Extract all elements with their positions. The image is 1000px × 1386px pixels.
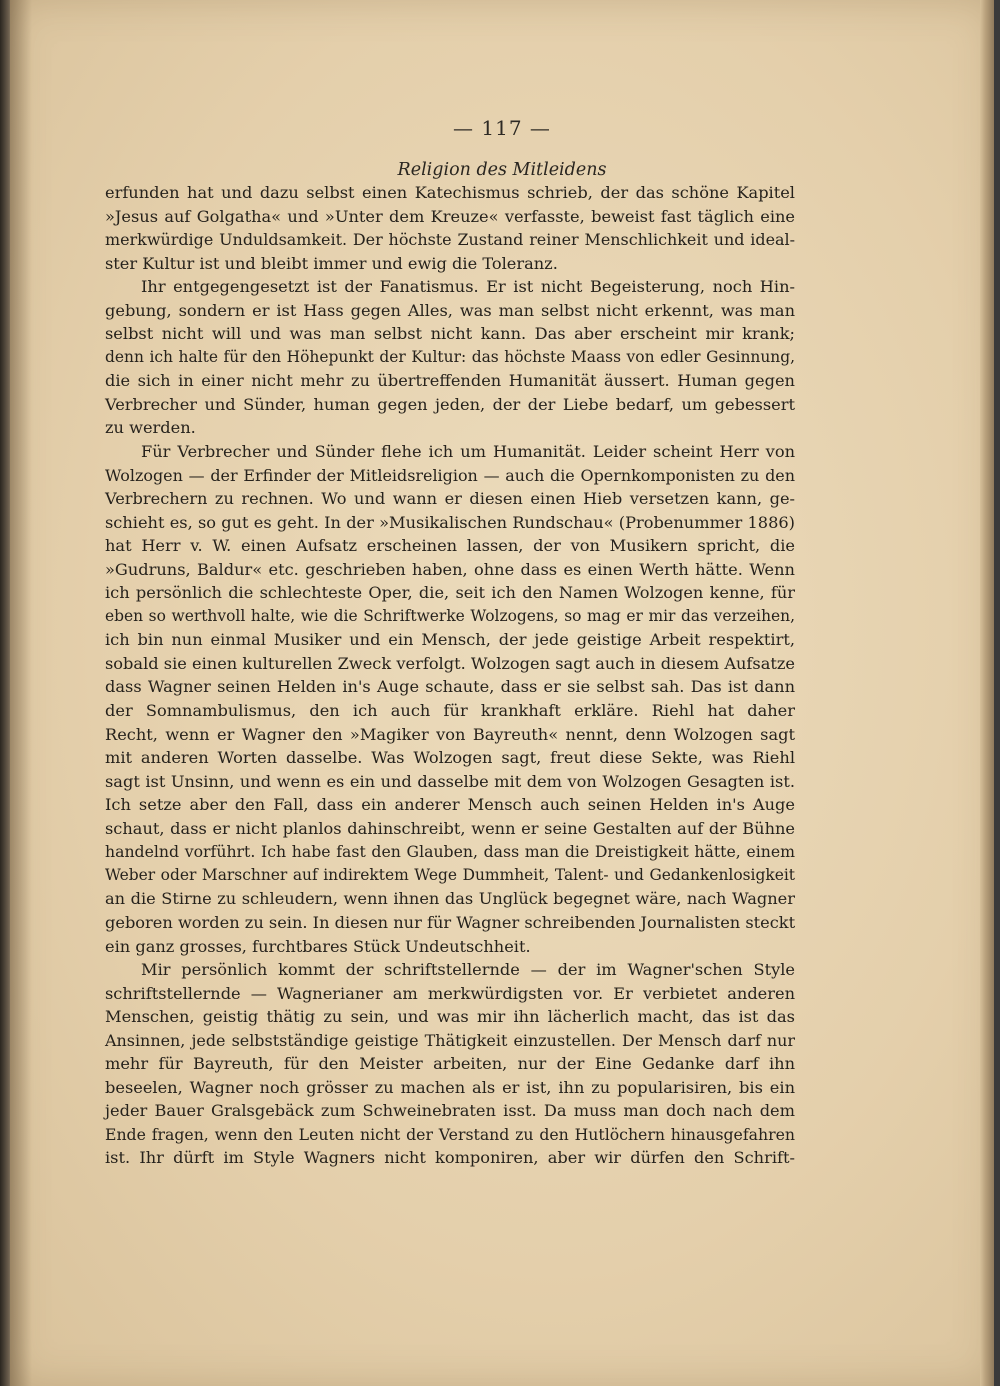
text-line: selbst nicht will und was man selbst nicht kann. Das aber erscheint mir krank;: [105, 324, 795, 344]
text-line: Ende fragen, wenn den Leuten nicht der Verstand zu den Hutlöchern hinausgefahren: [105, 1124, 795, 1144]
text-line: ster Kultur ist und bleibt immer und ewig die Toleranz.: [105, 253, 558, 273]
text-line: mit anderen Worten dasselbe. Was Wolzogen sagt, freut diese Sekte, was Riehl: [105, 748, 795, 768]
text-line: Weber oder Marschner auf indirektem Wege Dummheit, Talent- und Gedankenlosigkeit: [105, 865, 795, 884]
text-line: Verbrecher und Sünder, human gegen jeden, der der Liebe bedarf, um gebessert: [105, 394, 795, 414]
text-line: ist. Ihr dürft im Style Wagners nicht komponiren, aber wir dürfen den Schrift-: [105, 1148, 795, 1168]
text-line: Für Verbrecher und Sünder flehe ich um Humanität. Leider scheint Herr von: [141, 442, 795, 462]
running-head: Religion des Mitleidens: [397, 160, 607, 180]
text-line: handelnd vorführt. Ich habe fast den Glauben, dass man die Dreistigkeit hätte, einem: [105, 842, 795, 862]
text-line: hat Herr v. W. einen Aufsatz erscheinen lassen, der von Musikern spricht, die: [105, 536, 795, 556]
text-line: an die Stirne zu schleudern, wenn ihnen das Unglück begegnet wäre, nach Wagner: [105, 889, 795, 909]
text-line: jeder Bauer Gralsgebäck zum Schweinebraten isst. Da muss man doch nach dem: [105, 1101, 795, 1121]
text-line: zu werden.: [105, 418, 196, 438]
text-line: mehr für Bayreuth, für den Meister arbeiten, nur der Eine Gedanke darf ihn: [105, 1054, 795, 1074]
text-line: Mir persönlich kommt der schriftstellernde — der im Wagner'schen Style: [141, 960, 795, 980]
text-line: ich persönlich die schlechteste Oper, die, seit ich den Namen Wolzogen kenne, für: [105, 583, 795, 603]
page-number: — 117 —: [453, 116, 551, 140]
book-page: [10, 0, 994, 1386]
text-line: Verbrechern zu rechnen. Wo und wann er diesen einen Hieb versetzen kann, ge-: [105, 489, 795, 509]
text-line: Ich setze aber den Fall, dass ein anderer Mensch auch seinen Helden in's Auge: [105, 795, 795, 815]
text-line: erfunden hat und dazu selbst einen Katechismus schrieb, der das schöne Kapitel: [105, 183, 795, 202]
text-line: Wolzogen — der Erfinder der Mitleidsreligion — auch die Opernkomponisten zu den: [105, 465, 795, 485]
text-line: denn ich halte für den Höhepunkt der Kultur: das höchste Maass von edler Gesinnung,: [105, 347, 795, 366]
text-line: geboren worden zu sein. In diesen nur für Wagner schreibenden Journalisten steckt: [105, 912, 796, 932]
text-line: schaut, dass er nicht planlos dahinschreibt, wenn er seine Gestalten auf der Bühne: [105, 818, 795, 838]
text-line: der Somnambulismus, den ich auch für krankhaft erkläre. Riehl hat daher: [105, 701, 795, 721]
text-line: »Jesus auf Golgatha« und »Unter dem Kreuze« verfasste, beweist fast täglich eine: [105, 206, 795, 226]
text-line: Menschen, geistig thätig zu sein, und was mir ihn lächerlich macht, das ist das: [105, 1007, 795, 1027]
text-line: eben so werthvoll halte, wie die Schriftwerke Wolzogens, so mag er mir das verzeihen,: [105, 606, 795, 625]
text-line: ein ganz grosses, furchtbares Stück Undeutschheit.: [105, 936, 531, 956]
page-gutter-shadow: [10, 0, 32, 1386]
text-line: dass Wagner seinen Helden in's Auge schaute, dass er sie selbst sah. Das ist dann: [105, 677, 795, 697]
body-text: [105, 181, 795, 1170]
text-line: sagt ist Unsinn, und wenn es ein und dasselbe mit dem von Wolzogen Gesagten ist.: [105, 771, 795, 791]
text-line: Ihr entgegengesetzt ist der Fanatismus. Er ist nicht Begeisterung, noch Hin-: [141, 277, 795, 297]
text-line: schieht es, so gut es geht. In der »Musikalischen Rundschau« (Probenummer 1886): [105, 512, 795, 532]
text-line: Ansinnen, jede selbstständige geistige Thätigkeit einzustellen. Der Mensch darf nur: [105, 1030, 795, 1050]
text-line: ich bin nun einmal Musiker und ein Mensch, der jede geistige Arbeit respektirt,: [105, 630, 795, 650]
text-line: schriftstellernde — Wagnerianer am merkwürdigsten vor. Er verbietet anderen: [105, 983, 795, 1003]
text-line: die sich in einer nicht mehr zu übertreffenden Humanität äussert. Human gegen: [105, 371, 795, 391]
page-edge: [980, 0, 994, 1386]
text-line: gebung, sondern er ist Hass gegen Alles, was man selbst nicht erkennt, was man: [105, 300, 795, 320]
text-line: sobald sie einen kulturellen Zweck verfolgt. Wolzogen sagt auch in diesem Aufsatze: [105, 653, 795, 673]
text-line: merkwürdige Unduldsamkeit. Der höchste Zustand reiner Menschlichkeit und ideal-: [105, 230, 795, 250]
text-line: beseelen, Wagner noch grösser zu machen als er ist, ihn zu popularisiren, bis ein: [105, 1077, 795, 1097]
text-line: »Gudruns, Baldur« etc. geschrieben haben, ohne dass es einen Werth hätte. Wenn: [105, 559, 795, 579]
text-line: Recht, wenn er Wagner den »Magiker von Bayreuth« nennt, denn Wolzogen sagt: [105, 724, 795, 744]
